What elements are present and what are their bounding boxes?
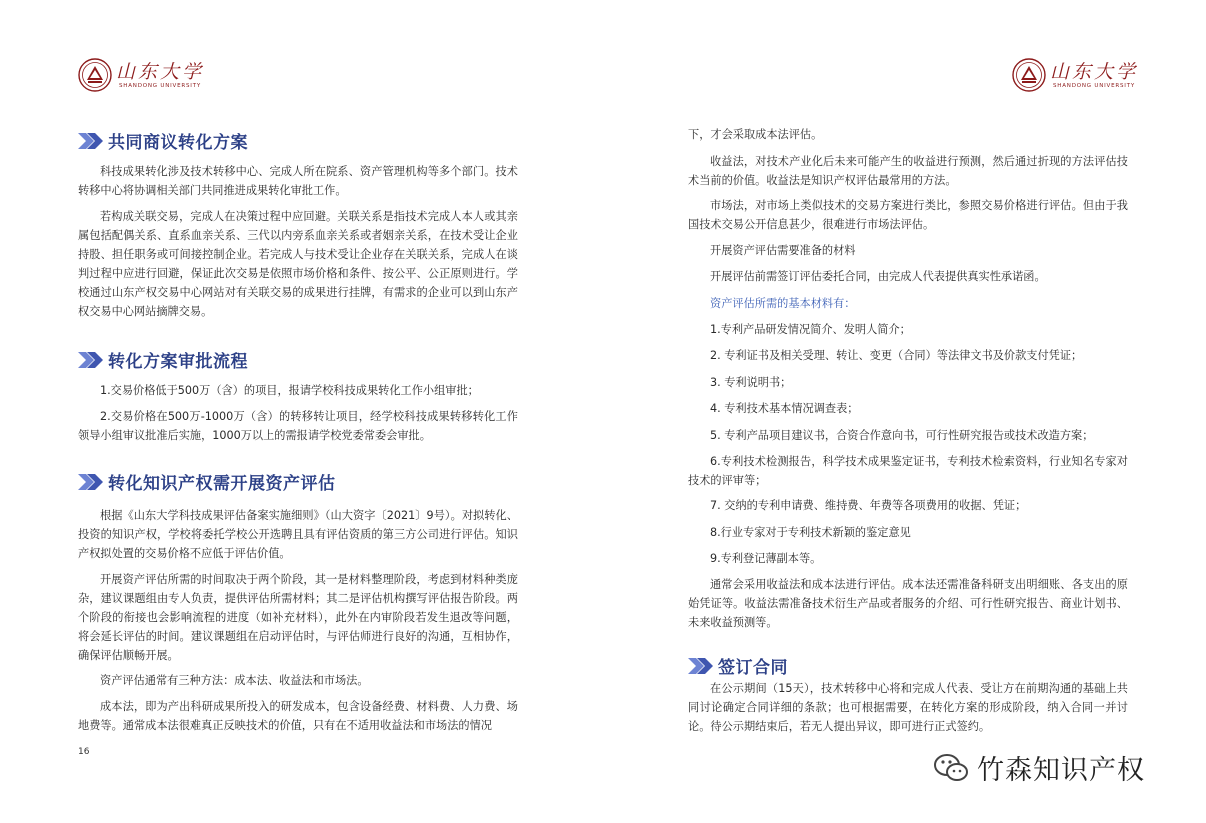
section-heading xyxy=(78,128,248,153)
list-item: 2. 专利证书及相关受理、转让、变更（合同）等法律文书及价款支付凭证； xyxy=(710,349,1083,362)
university-seal-icon xyxy=(1012,58,1046,92)
paragraph: 2.交易价格在500万-1000万（含）的转移转让项目，经学校科技成果转移转化工作领导小组审议批准后实施，1000万以上的需报请学校党委常委会审批。 xyxy=(78,410,518,442)
page-number: 16 xyxy=(78,747,90,757)
paragraph: 开展资产评估所需的时间取决于两个阶段，其一是材料整理阶段，考虑到材料种类庞杂，建议课题组由专人负责，提供评估所需材料；其二是评估机构撰写评估报告阶段。两个阶段的衔接也会影响流程的进度（如补充材料），此外在内审阶段若发生退改等问题，将会延长评估的时间。建议课题组在启动评估时，与评估师进行良好的沟通，互相协作，确保评估顺畅开展。 xyxy=(78,573,518,662)
materials-intro: 资产评估所需的基本材料有： xyxy=(710,297,856,310)
section-heading xyxy=(688,653,788,678)
paragraph: 在公示期间（15天），技术转移中心将和完成人代表、受让方在前期沟通的基础上共同讨论确定合同详细的条款；也可根据需要，在转化方案的形成阶段，纳入合同一并讨论。待公示期结束后，若无人提出异议，即可进行正式签约。 xyxy=(688,682,1128,733)
right-page xyxy=(603,0,1206,823)
section-title: 共同商议转化方案 xyxy=(108,133,248,153)
section-title: 转化方案审批流程 xyxy=(108,352,248,372)
list-item: 9.专利登记薄副本等。 xyxy=(710,552,822,565)
double-chevron-icon xyxy=(78,473,104,491)
paragraph: 市场法，对市场上类似技术的交易方案进行类比，参照交易价格进行评估。但由于我国技术交易公开信息甚少，很难进行市场法评估。 xyxy=(688,199,1128,231)
list-item: 3. 专利说明书； xyxy=(710,376,792,389)
double-chevron-icon xyxy=(78,132,104,150)
list-item: 5. 专利产品项目建议书，合资合作意向书，可行性研究报告或技术改造方案； xyxy=(710,429,1094,442)
section-title: 转化知识产权需开展资产评估 xyxy=(108,474,336,494)
logo-chinese-name: 山东大学 xyxy=(1050,60,1139,83)
section-title: 签订合同 xyxy=(718,658,788,678)
paragraph: 成本法，即为产出科研成果所投入的研发成本，包含设备经费、材料费、人力费、场地费等。通常成本法很难真正反映技术的价值，只有在不适用收益法和市场法的情况 xyxy=(78,700,518,732)
list-item: 1.专利产品研发情况简介、发明人简介； xyxy=(710,323,911,336)
list-item: 7. 交纳的专利申请费、维持费、年费等各项费用的收据、凭证； xyxy=(710,499,1027,512)
list-item: 4. 专利技术基本情况调查表； xyxy=(710,402,859,415)
list-item: 6.专利技术检测报告，科学技术成果鉴定证书，专利技术检索资料，行业知名专家对技术的评审等； xyxy=(688,455,1128,487)
section-heading xyxy=(78,347,248,372)
double-chevron-icon xyxy=(78,351,104,369)
double-chevron-icon xyxy=(688,657,714,675)
paragraph: 收益法，对技术产业化后未来可能产生的收益进行预测，然后通过折现的方法评估技术当前的价值。收益法是知识产权评估最常用的方法。 xyxy=(688,155,1128,187)
paragraph: 通常会采用收益法和成本法进行评估。成本法还需准备科研支出明细账、各支出的原始凭证等。收益法需准备技术衍生产品或者服务的介绍、可行性研究报告、商业计划书、未来收益预测等。 xyxy=(688,578,1128,629)
university-logo xyxy=(1012,58,1138,92)
paragraph: 科技成果转化涉及技术转移中心、完成人所在院系、资产管理机构等多个部门。技术转移中心将协调相关部门共同推进成果转化审批工作。 xyxy=(78,165,518,197)
section-heading xyxy=(78,469,336,494)
watermark-text: 竹森知识产权 xyxy=(977,755,1145,786)
paragraph: 下，才会采取成本法评估。 xyxy=(688,128,823,141)
logo-english-name: SHANDONG UNIVERSITY xyxy=(1052,82,1136,89)
university-logo xyxy=(78,58,204,92)
paragraph: 资产评估通常有三种方法：成本法、收益法和市场法。 xyxy=(100,674,369,687)
logo-chinese-name: 山东大学 xyxy=(116,60,205,83)
paragraph: 根据《山东大学科技成果评估备案实施细则》（山大资字〔2021〕9号）。对拟转化、投资的知识产权，学校将委托学校公开选聘且具有评估资质的第三方公司进行评估。知识产权拟处置的交易价格不应低于评估价值。 xyxy=(78,509,518,560)
list-item: 8.行业专家对于专利技术新颖的鉴定意见 xyxy=(710,526,911,539)
university-seal-icon xyxy=(78,58,112,92)
paragraph-subheading: 开展资产评估需要准备的材料 xyxy=(710,244,856,257)
watermark xyxy=(933,748,1145,787)
wechat-icon xyxy=(933,752,969,784)
logo-english-name: SHANDONG UNIVERSITY xyxy=(118,82,202,89)
paragraph: 开展评估前需签订评估委托合同，由完成人代表提供真实性承诺函。 xyxy=(710,270,1046,283)
paragraph: 若构成关联交易，完成人在决策过程中应回避。关联关系是指技术完成人本人或其亲属包括配偶关系、直系血亲关系、三代以内旁系血亲关系或者姻亲关系，在技术受让企业持股、担任职务或可间接控制企业。若完成人与技术受让企业存在关联关系，完成人在谈判过程中应进行回避，保证此次交易是依照市场价格和条件、按公平、公正原则进行。学校通过山东产权交易中心网站对有关联交易的成果进行挂牌，有需求的企业可以到山东产权交易中心网站摘牌交易。 xyxy=(78,210,518,318)
paragraph: 1.交易价格低于500万（含）的项目，报请学校科技成果转化工作小组审批； xyxy=(100,384,479,397)
